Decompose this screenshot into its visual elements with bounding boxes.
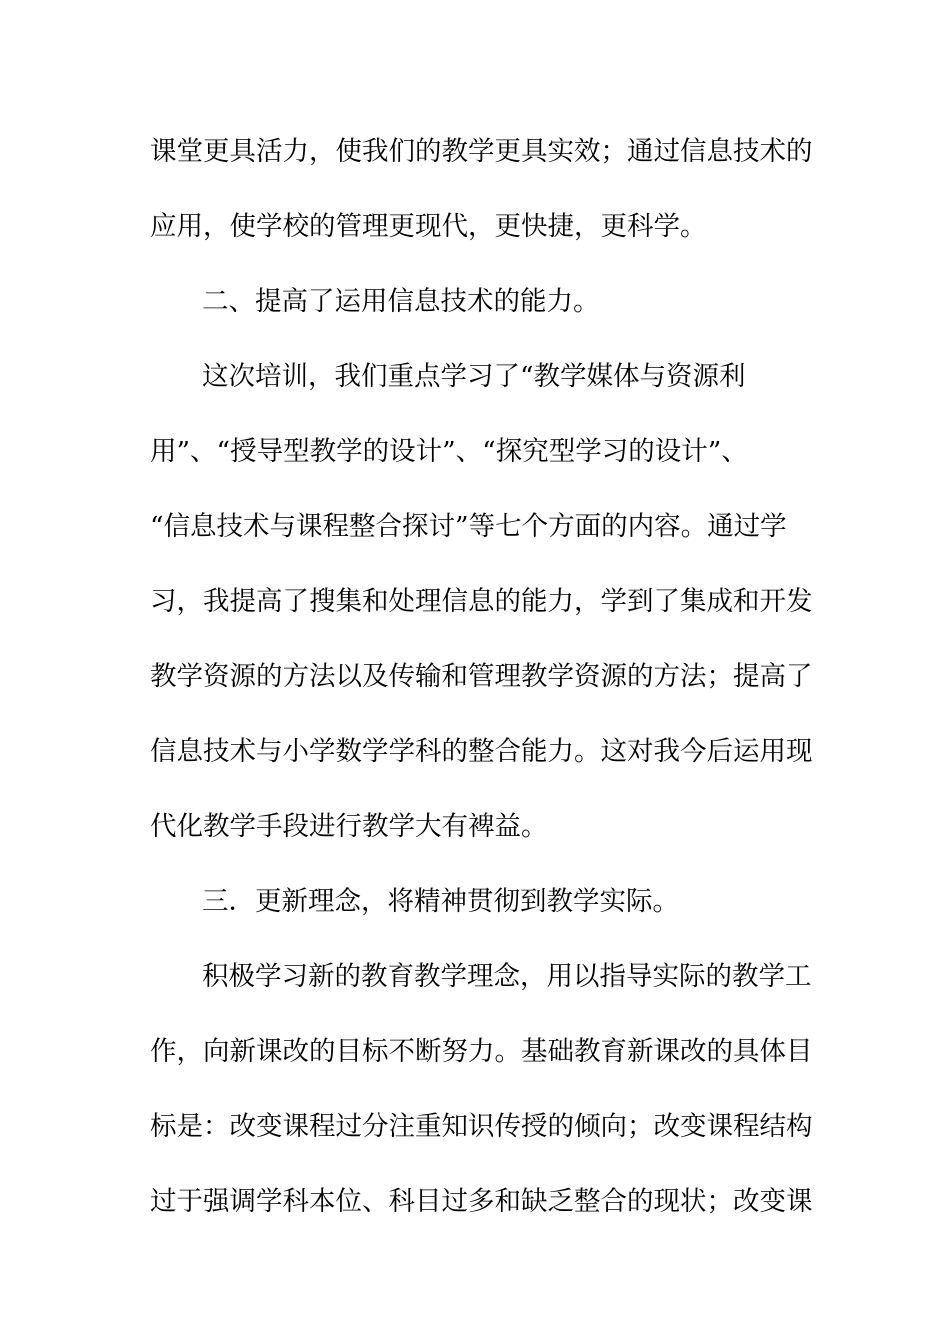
paragraph-line: 教学资源的方法以及传输和管理教学资源的方法；提高了 — [150, 661, 813, 692]
paragraph-line: 作，向新课改的目标不断努力。基础教育新课改的具体目 — [150, 1036, 813, 1067]
paragraph-line: 过于强调学科本位、科目过多和缺乏整合的现状；改变课 — [150, 1186, 813, 1217]
paragraph-line: 课堂更具活力，使我们的教学更具实效；通过信息技术的 — [150, 136, 813, 167]
paragraph-line: 信息技术与小学数学学科的整合能力。这对我今后运用现 — [150, 736, 813, 767]
paragraph-line: 应用，使学校的管理更现代，更快捷，更科学。 — [150, 211, 707, 242]
paragraph-line: 习，我提高了搜集和处理信息的能力，学到了集成和开发 — [150, 586, 813, 617]
paragraph-line: 标是：改变课程过分注重知识传授的倾向；改变课程结构 — [150, 1111, 813, 1142]
section-heading: 二、提高了运用信息技术的能力。 — [202, 286, 600, 317]
paragraph-line: 积极学习新的教育教学理念，用以指导实际的教学工 — [202, 961, 812, 992]
section-heading: 三．更新理念，将精神贯彻到教学实际。 — [202, 886, 679, 917]
paragraph-line: 代化教学手段进行教学大有裨益。 — [150, 811, 548, 842]
paragraph-line: 用”、“授导型教学的设计”、“探究型学习的设计”、 — [150, 436, 748, 467]
paragraph-line: “信息技术与课程整合探讨”等七个方面的内容。通过学 — [150, 511, 787, 542]
paragraph-line: 这次培训，我们重点学习了“教学媒体与资源利 — [202, 361, 746, 392]
